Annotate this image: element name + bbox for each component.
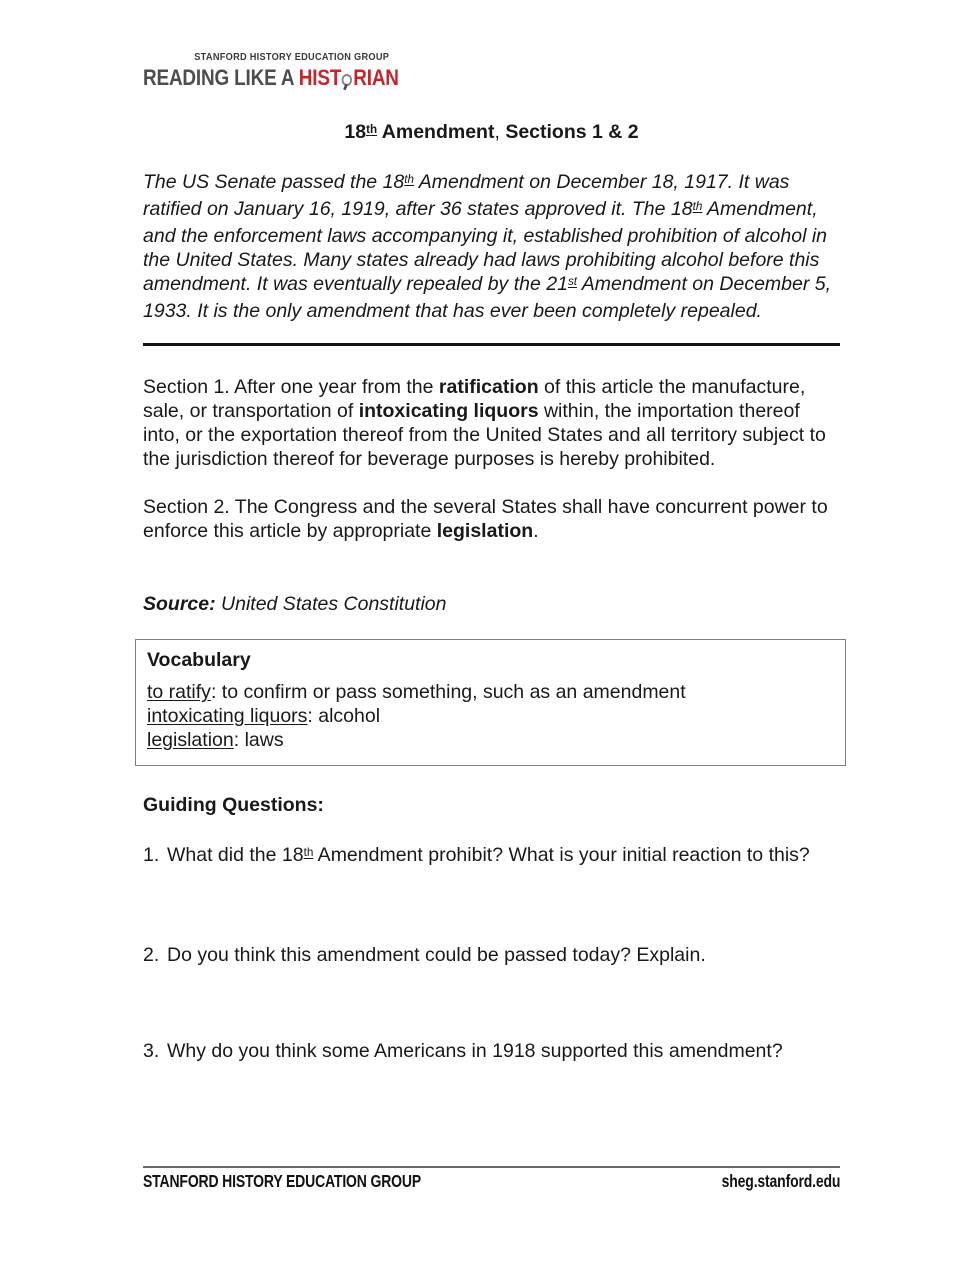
logo-main-text [143,65,399,91]
question-text: What did the 18th Amendment prohibit? What is your initial reaction to this? [167,844,810,866]
section-divider-rule [143,343,840,346]
question-number: 3. [143,1040,160,1062]
vocabulary-title: Vocabulary [147,649,251,671]
sheg-logo [143,52,440,91]
guiding-questions-heading: Guiding Questions: [143,794,324,816]
vocab-term: intoxicating liquors [147,705,308,727]
question-text: Do you think this amendment could be passed today? Explain. [167,944,706,966]
vocab-definition: : to confirm or pass something, such as an amendment [210,681,686,703]
page-title: 18th Amendment, Sections 1 & 2 [344,121,639,143]
question-2 [143,943,840,967]
footer-org-name: STANFORD HISTORY EDUCATION GROUP [143,1171,422,1191]
section-2-paragraph: Section 2. The Congress and the several States shall have concurrent power to enforce this article by appropriate legislation. [143,496,828,542]
question-3 [143,1039,840,1063]
footer-rule [143,1166,840,1168]
question-1 [143,843,840,870]
question-number: 2. [143,944,160,966]
vocab-term: to ratify [147,681,211,703]
vocabulary-entry [147,704,835,728]
section-1-paragraph: Section 1. After one year from the ratification of this article the manufacture, sale, or transportation of intoxicating liquors within, the importation thereof into, or the exportation thereof from the United States and all territory subject to the jurisdiction thereof for beverage purposes is hereby prohibited. [143,376,826,470]
question-text: Why do you think some Americans in 1918 supported this amendment? [167,1040,783,1062]
vocabulary-entry [147,728,835,752]
intro-paragraph: The US Senate passed the 18th Amendment on December 18, 1917. It was ratified on January 16, 1919, after 36 states approved it. The 18th Amendment, and the enforcement laws accompanying it, established prohibition of alcohol in the United States. Many states already had laws prohibiting alcohol before this amendment. It was eventually repealed by the 21st Amendment on December 5, 1933. It is the only amendment that has ever been completely repealed. [143,171,832,322]
vocabulary-entry [147,680,835,704]
vocabulary-entries [147,680,835,752]
document-content [143,0,840,1063]
vocabulary-box [135,639,846,766]
logo-top-text: STANFORD HISTORY EDUCATION GROUP [194,52,390,63]
vocab-definition: : alcohol [307,705,381,727]
footer-row [143,1171,840,1192]
question-number: 1. [143,844,160,866]
magnifier-icon [342,74,352,86]
logo-rian-text: RIAN [353,65,399,90]
logo-hist-text: HIST [298,65,342,90]
source-line: Source: United States Constitution [143,593,447,615]
vocab-definition: : laws [233,729,284,751]
page-footer [143,1166,840,1192]
footer-website: sheg.stanford.edu [721,1171,840,1191]
vocab-term: legislation [147,729,234,751]
logo-reading-text: READING LIKE A [143,65,299,90]
